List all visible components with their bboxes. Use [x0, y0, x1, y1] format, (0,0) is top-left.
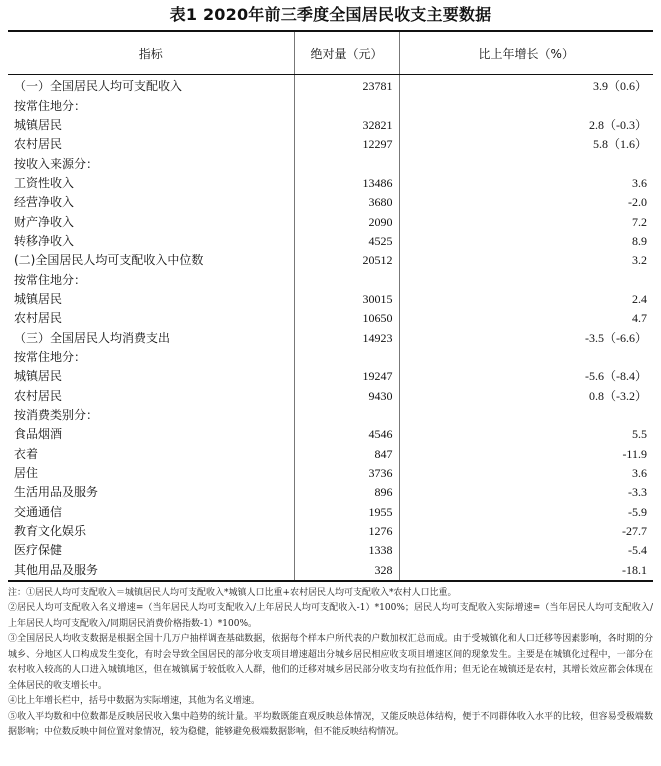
row-label: 农村居民: [14, 311, 63, 326]
table-row: [8, 503, 653, 522]
table-row: [8, 135, 653, 154]
row-absolute-value: 10650: [294, 309, 399, 328]
footnote-paragraph: ④比上年增长栏中，括号中数据为实际增速，其他为名义增速。: [8, 696, 261, 707]
footnote-paragraph: ⑤收入平均数和中位数都是反映居民收入集中趋势的统计量。平均数既能直观反映总体情况，又能反映总体结构，便于不同群体收入水平的比较，但容易受极端数据影响；中位数反映中间位置对象情况，较为稳健，能够避免极端数据影响，但不能反映结构情况。: [8, 711, 653, 738]
row-absolute-value: 32821: [294, 116, 399, 135]
table-row: [8, 522, 653, 541]
row-label: 其他用品及服务: [14, 562, 99, 577]
row-growth-value: -5.9: [399, 503, 653, 522]
row-absolute-value: 896: [294, 483, 399, 502]
footnote-paragraph: 注：①居民人均可支配收入＝城镇居民人均可支配收入*城镇人口比重+农村居民人均可支配收入*农村人口比重。: [8, 587, 457, 598]
row-absolute-value: 4546: [294, 425, 399, 444]
table-row: [8, 541, 653, 560]
row-absolute-value: [294, 406, 399, 425]
table-row: [8, 425, 653, 444]
table-row: [8, 193, 653, 212]
table-header-row: [8, 31, 653, 75]
table-row: [8, 348, 653, 367]
row-absolute-value: 1955: [294, 503, 399, 522]
row-growth-value: 2.4: [399, 290, 653, 309]
table-row: [8, 174, 653, 193]
row-growth-value: 5.8（1.6）: [399, 135, 653, 154]
row-growth-value: [399, 154, 653, 173]
table-row: [8, 387, 653, 406]
row-growth-value: -5.6（-8.4）: [399, 367, 653, 386]
row-absolute-value: 847: [294, 445, 399, 464]
row-growth-value: 5.5: [399, 425, 653, 444]
row-label: （一）全国居民人均可支配收入: [14, 79, 183, 94]
table-row: [8, 290, 653, 309]
table-row: [8, 96, 653, 115]
row-growth-value: -5.4: [399, 541, 653, 560]
table-row: [8, 464, 653, 483]
row-growth-value: 3.6: [399, 174, 653, 193]
header-indicator: 指标: [8, 31, 294, 75]
row-growth-value: [399, 270, 653, 289]
row-absolute-value: 9430: [294, 387, 399, 406]
row-absolute-value: 2090: [294, 212, 399, 231]
footnotes: [8, 586, 653, 741]
row-growth-value: -11.9: [399, 445, 653, 464]
row-label: 按常住地分：: [14, 349, 87, 364]
row-growth-value: [399, 406, 653, 425]
header-absolute-amount: 绝对量（元）: [294, 31, 399, 75]
row-growth-value: -27.7: [399, 522, 653, 541]
table-row: [8, 561, 653, 581]
row-growth-value: -18.1: [399, 561, 653, 581]
row-label: 衣着: [14, 446, 39, 461]
row-absolute-value: 20512: [294, 251, 399, 270]
row-label: 财产净收入: [14, 214, 75, 229]
table-row: [8, 232, 653, 251]
table-row: [8, 483, 653, 502]
row-growth-value: [399, 96, 653, 115]
table-row: [8, 445, 653, 464]
row-label: 农村居民: [14, 137, 63, 152]
table-row: [8, 367, 653, 386]
row-absolute-value: [294, 270, 399, 289]
row-label: 农村居民: [14, 388, 63, 403]
row-label: 按常住地分：: [14, 272, 87, 287]
row-absolute-value: 3680: [294, 193, 399, 212]
table-row: [8, 406, 653, 425]
table-row: [8, 212, 653, 231]
row-label: 食品烟酒: [14, 427, 63, 442]
row-label: （三）全国居民人均消费支出: [14, 330, 171, 345]
row-growth-value: 0.8（-3.2）: [399, 387, 653, 406]
table-row: [8, 251, 653, 270]
header-growth-rate: 比上年增长（%）: [399, 31, 653, 75]
row-growth-value: 2.8（-0.3）: [399, 116, 653, 135]
row-label: 工资性收入: [14, 175, 75, 190]
row-growth-value: 3.9（0.6）: [399, 75, 653, 97]
row-absolute-value: 12297: [294, 135, 399, 154]
row-growth-value: 4.7: [399, 309, 653, 328]
row-absolute-value: 1276: [294, 522, 399, 541]
row-label: (二)全国居民人均可支配收入中位数: [14, 253, 204, 268]
footnote-paragraph: ②居民人均可支配收入名义增速=（当年居民人均可支配收入/上年居民人均可支配收入-1）*100%；居民人均可支配收入实际增速=（当年居民人均可支配收入/上年居民人均可支配收入/同期居民消费价格指数-1）*100%。: [8, 603, 653, 629]
row-label: 按消费类别分：: [14, 408, 99, 423]
table-title: 表1 2020年前三季度全国居民收支主要数据: [169, 5, 492, 24]
row-label: 城镇居民: [14, 117, 63, 132]
table-row: [8, 154, 653, 173]
row-label: 生活用品及服务: [14, 485, 99, 500]
row-growth-value: 3.2: [399, 251, 653, 270]
row-absolute-value: 3736: [294, 464, 399, 483]
row-absolute-value: [294, 154, 399, 173]
row-label: 经营净收入: [14, 195, 75, 210]
row-label: 居住: [14, 466, 39, 481]
row-growth-value: -3.3: [399, 483, 653, 502]
income-expenditure-table: [8, 30, 653, 582]
row-growth-value: -3.5（-6.6）: [399, 328, 653, 347]
row-label: 按收入来源分：: [14, 156, 99, 171]
row-label: 交通通信: [14, 504, 63, 519]
row-growth-value: 7.2: [399, 212, 653, 231]
table-body: [8, 75, 653, 581]
row-growth-value: -2.0: [399, 193, 653, 212]
row-absolute-value: [294, 348, 399, 367]
row-label: 教育文化娱乐: [14, 524, 87, 539]
row-absolute-value: 30015: [294, 290, 399, 309]
row-label: 按常住地分：: [14, 98, 87, 113]
row-label: 医疗保健: [14, 543, 63, 558]
row-growth-value: 8.9: [399, 232, 653, 251]
row-absolute-value: 13486: [294, 174, 399, 193]
row-absolute-value: 14923: [294, 328, 399, 347]
table-row: [8, 270, 653, 289]
table-row: [8, 116, 653, 135]
footnote-paragraph: ③全国居民人均收支数据是根据全国十几万户抽样调查基础数据，依据每个样本户所代表的户数加权汇总而成。由于受城镇化和人口迁移等因素影响，各时期的分城乡、分地区人口构成发生变化，有时会导致全国居民的部分收支项目增速超出分城乡居民相应收支项目增速区间的现象发生。主要是在城镇化过程中，一部分在农村收入较高的人口进入城镇地区，但在城镇属于较低收入人群，他们的迁移对城乡居民部分收支均有拉低作用；但无论在城镇还是农村，其增长效应都会体现在全体居民的收支增长中。: [8, 634, 653, 691]
row-label: 城镇居民: [14, 291, 63, 306]
table-row: [8, 328, 653, 347]
row-absolute-value: [294, 96, 399, 115]
row-absolute-value: 23781: [294, 75, 399, 97]
row-absolute-value: 1338: [294, 541, 399, 560]
row-label: 城镇居民: [14, 369, 63, 384]
row-absolute-value: 328: [294, 561, 399, 581]
row-label: 转移净收入: [14, 233, 75, 248]
table-row: [8, 75, 653, 97]
row-growth-value: 3.6: [399, 464, 653, 483]
row-absolute-value: 19247: [294, 367, 399, 386]
row-growth-value: [399, 348, 653, 367]
table-row: [8, 309, 653, 328]
row-absolute-value: 4525: [294, 232, 399, 251]
